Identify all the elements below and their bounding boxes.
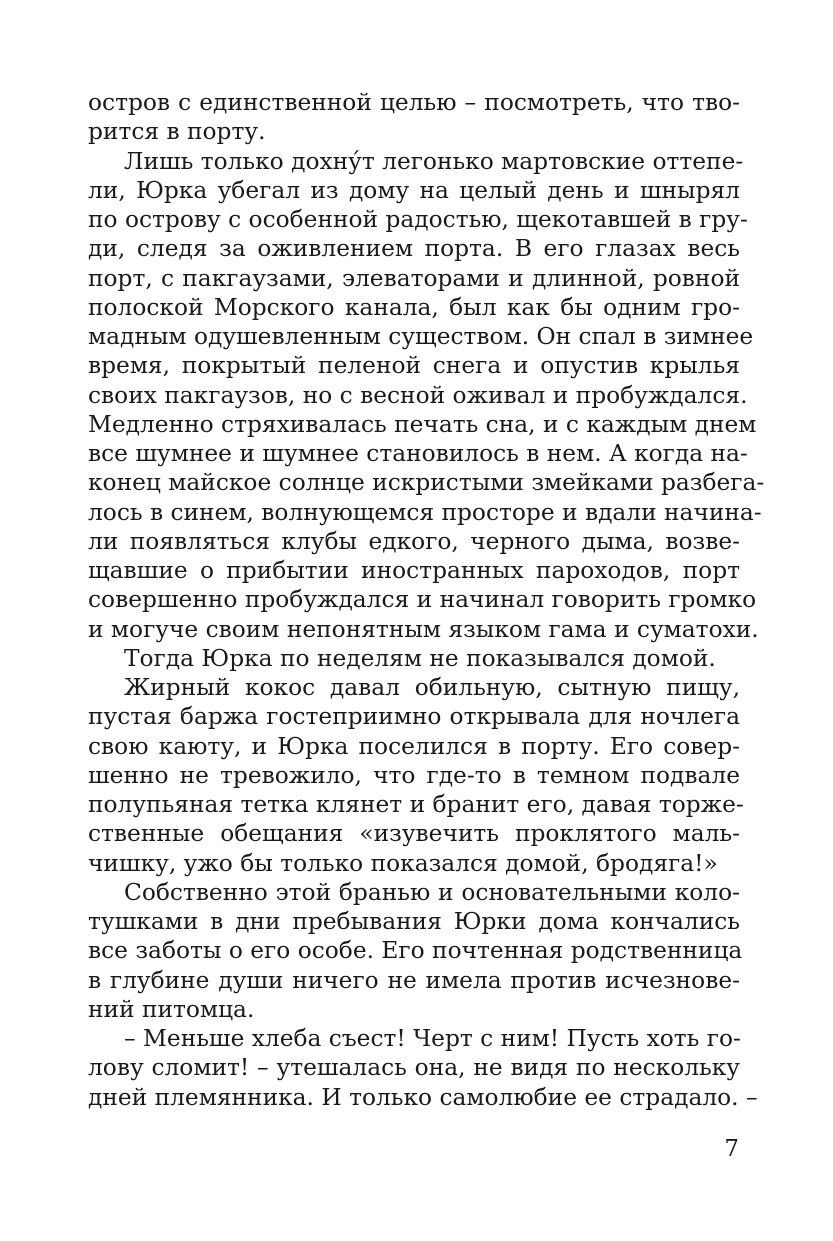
text-line: своих пакгаузов, но с весной оживал и пробуждался. xyxy=(88,381,748,409)
text-line: ний питомца. xyxy=(88,995,255,1023)
text-line: конец майское солнце искристыми змейками разбега- xyxy=(88,469,765,497)
text-line: тушками в дни пребывания Юрки дома кончались xyxy=(88,908,740,935)
text-line: пустая баржа гостеприимно открывала для ночлега xyxy=(88,703,740,731)
text-line: ди, следя за оживлением порта. В его глазах весь xyxy=(88,235,740,263)
text-line: порт, с пакгаузами, элеваторами и длинной, ровной xyxy=(88,264,740,292)
text-line: чишку, ужо бы только показался домой, бродяга!» xyxy=(88,849,718,877)
text-line: Собственно этой бранью и основательными коло- xyxy=(124,878,740,906)
paragraph xyxy=(88,673,744,878)
text-line: и могуче своим непонятным языком гама и суматохи. xyxy=(88,615,759,643)
page-text xyxy=(88,88,765,1112)
text-line: все заботы о его особе. Его почтенная родственница xyxy=(88,937,743,965)
text-line: щавшие о прибытии иностранных пароходов, порт xyxy=(88,557,740,584)
paragraph xyxy=(88,878,743,1024)
paragraph xyxy=(88,1024,758,1112)
text-line: мадным одушевленным существом. Он спал в зимнее xyxy=(88,323,754,350)
text-line: в глубине души ничего не имела против исчезнове- xyxy=(88,966,740,994)
text-line: полупьяная тетка клянет и бранит его, давая торже- xyxy=(88,791,744,818)
text-line: ственные обещания «изувечить проклятого маль- xyxy=(88,820,740,848)
text-line: свою каюту, и Юрка поселился в порту. Его совер- xyxy=(88,732,740,760)
text-line: Тогда Юрка по неделям не показывался домой. xyxy=(124,644,716,672)
text-line: Жирный кокос давал обильную, сытную пищу, xyxy=(124,674,740,701)
paragraph xyxy=(88,88,740,147)
text-line: ли, Юрка убегал из дому на целый день и шнырял xyxy=(88,176,740,204)
text-line: совершенно пробуждался и начинал говорить громко xyxy=(88,586,757,614)
text-line: полоской Морского канала, был как бы одним гро- xyxy=(88,293,740,321)
text-line: лось в синем, волнующемся просторе и вдали начина- xyxy=(88,498,762,526)
text-line: время, покрытый пеленой снега и опустив крылья xyxy=(88,352,740,380)
text-line: лову сломит! – утешалась она, не видя по нескольку xyxy=(88,1054,740,1082)
text-line: по острову с особенной радостью, щекотавшей в гру- xyxy=(88,206,748,233)
paragraph xyxy=(88,644,740,673)
page-number: 7 xyxy=(724,1136,739,1162)
text-line: – Меньше хлеба съест! Черт с ним! Пусть хоть го- xyxy=(124,1025,741,1052)
text-line: все шумнее и шумнее становилось в нем. А когда на- xyxy=(88,440,748,467)
text-line: остров с единственной целью – посмотреть, что тво- xyxy=(88,89,740,116)
text-line: ли появляться клубы едкого, черного дыма, возве- xyxy=(88,527,740,555)
text-line: дней племянника. И только самолюбие ее страдало. – xyxy=(88,1083,758,1111)
paragraph xyxy=(88,147,765,644)
text-line: шенно не тревожило, что где-то в темном подвале xyxy=(88,761,740,789)
text-line: Медленно стряхивалась печать сна, и с каждым днем xyxy=(88,410,757,438)
text-line: Лишь только дохну́т легонько мартовские оттепе- xyxy=(124,147,744,175)
text-line: рится в порту. xyxy=(88,118,266,146)
